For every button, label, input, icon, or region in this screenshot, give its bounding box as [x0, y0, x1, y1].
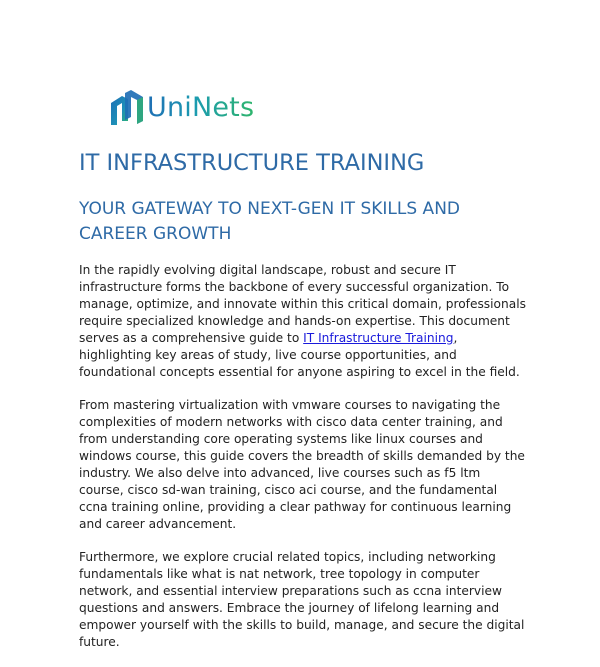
topics-paragraph: Furthermore, we explore crucial related topics, including networking fundamentals like what is nat network, tree topology in computer network, and essential interview preparations such as ccna interview questions and answers. Embrace the journey of lifelong learning and empower yourself with the skills to build, manage, and secure the digital future. — [79, 550, 525, 649]
it-infrastructure-training-link[interactable]: IT Infrastructure Training — [303, 331, 454, 345]
uninets-logo-icon — [108, 87, 146, 129]
document-subtitle: YOUR GATEWAY TO NEXT-GEN IT SKILLS AND CAREER GROWTH — [79, 199, 460, 244]
document-title: IT INFRASTRUCTURE TRAINING — [79, 150, 425, 176]
document-body — [79, 262, 527, 667]
intro-text-start: In the rapidly evolving digital landscape, robust and secure IT infrastructure forms the backbone of every successful organization. To manage, optimize, and innovate within this critical domain, professionals require specialized knowledge and hands-on expertise. This document serves as a comprehensive guide to — [79, 263, 526, 345]
courses-paragraph: From mastering virtualization with vmware courses to navigating the complexities of modern networks with cisco data center training, and from understanding core operating systems like linux courses and windows course, this guide covers the breadth of skills demanded by the industry. We also delve into advanced, live courses such as f5 ltm course, cisco sd-wan training, cisco aci course, and the fundamental ccna training online, providing a clear pathway for continuous learning and career advancement. — [79, 398, 525, 531]
intro-paragraph — [79, 262, 527, 381]
intro-text-end: , highlighting key areas of study, live course opportunities, and foundational concepts essential for anyone aspiring to excel in the field. — [79, 331, 520, 379]
logo-wordmark: UniNets — [147, 86, 254, 130]
uninets-logo — [108, 86, 254, 130]
